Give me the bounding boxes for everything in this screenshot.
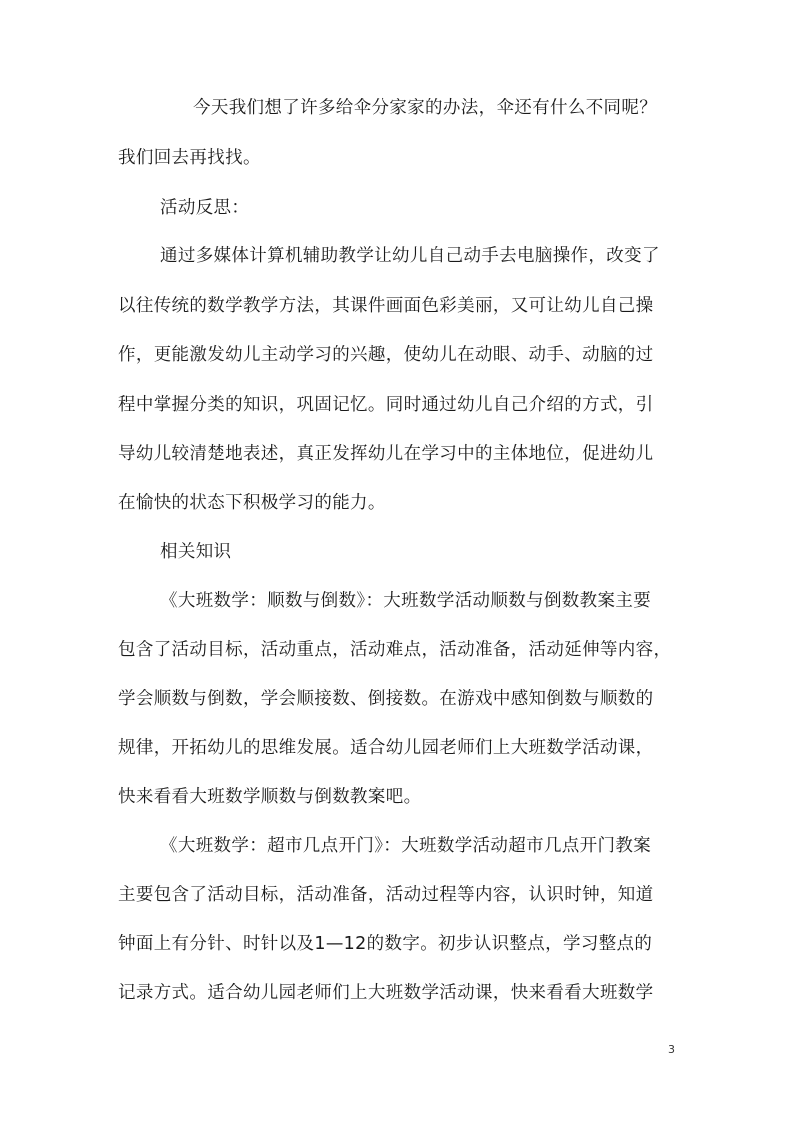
text-line: 学会顺数与倒数，学会顺接数、倒接数。在游戏中感知倒数与顺数的 [118,689,654,709]
text-line: 钟面上有分针、时针以及1—12的数字。初步认识整点，学习整点的 [118,934,653,954]
text-line: 今天我们想了许多给伞分家家的办法，伞还有什么不同呢？ [193,98,658,118]
text-line: 通过多媒体计算机辅助教学让幼儿自己动手去电脑操作，改变了 [160,246,660,266]
text-line: 《大班数学：顺数与倒数》：大班数学活动顺数与倒数教案主要 [160,591,652,611]
text-line: 作，更能激发幼儿主动学习的兴趣，使幼儿在动眼、动手、动脑的过 [118,345,654,365]
text-line: 我们回去再找找。 [118,148,261,168]
page-number: 3 [668,1043,675,1056]
text-line: 规律，开拓幼儿的思维发展。适合幼儿园老师们上大班数学活动课， [118,738,654,758]
section-heading-activity-reflection: 活动反思： [160,198,250,218]
text-line: 导幼儿较清楚地表述，真正发挥幼儿在学习中的主体地位，促进幼儿 [118,444,654,464]
section-heading-related-knowledge: 相关知识 [160,542,232,562]
text-line: 《大班数学：超市几点开门》：大班数学活动超市几点开门教案 [160,836,652,856]
text-line: 在愉快的状态下积极学习的能力。 [118,493,386,513]
text-line: 记录方式。适合幼儿园老师们上大班数学活动课，快来看看大班数学 [118,983,654,1003]
text-line: 快来看看大班数学顺数与倒数教案吧。 [118,787,422,807]
text-line: 主要包含了活动目标，活动准备，活动过程等内容，认识时钟，知道 [118,885,654,905]
text-line: 以往传统的数学教学方法，其课件画面色彩美丽，又可让幼儿自己操 [118,296,654,316]
text-line: 包含了活动目标，活动重点，活动难点，活动准备，活动延伸等内容， [118,640,672,660]
text-line: 程中掌握分类的知识，巩固记忆。同时通过幼儿自己介绍的方式，引 [118,395,654,415]
